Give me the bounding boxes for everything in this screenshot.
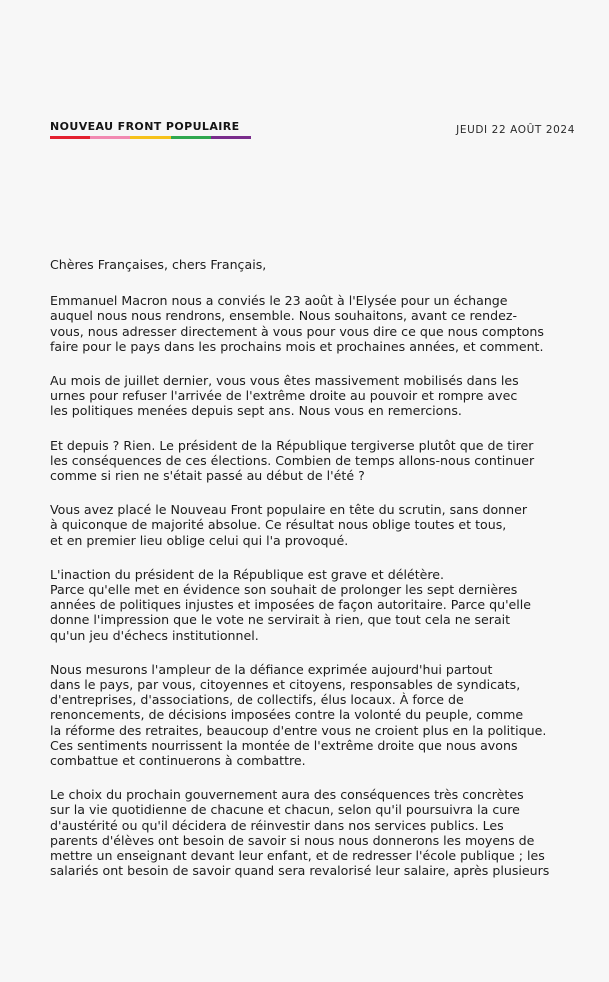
paragraph-line: la réforme des retraites, beaucoup d'entre vous ne croient plus en la politique. [50,722,547,738]
paragraph-1 [50,293,580,354]
paragraph-line: d'austérité ou qu'il décidera de réinvestir dans nos services publics. Les [50,817,504,833]
paragraph-line: Vous avez placé le Nouveau Front populaire en tête du scrutin, sans donner [50,502,528,518]
paragraph-5 [50,567,580,643]
paragraph-line: à quiconque de majorité absolue. Ce résultat nous oblige toutes et tous, [50,517,507,533]
paragraph-6 [50,662,580,768]
paragraph-line: Emmanuel Macron nous a conviés le 23 août à l'Elysée pour un échange [50,293,508,309]
paragraph-line: d'entreprises, d'associations, de collectifs, élus locaux. À force de [50,692,464,708]
letter-header [50,120,575,150]
salutation-line: Chères Françaises, chers Français, [50,257,267,272]
paragraph-line: années de politiques injustes et imposées de façon autoritaire. Parce qu'elle [50,597,532,613]
letter-date: JEUDI 22 AOÛT 2024 [456,124,575,136]
paragraph-line: qu'un jeu d'échecs institutionnel. [50,627,259,643]
paragraph-3 [50,438,580,484]
paragraph-line: comme si rien ne s'était passé au début de l'été ? [50,468,365,484]
paragraph-line: urnes pour refuser l'arrivée de l'extrême droite au pouvoir et rompre avec [50,388,518,404]
paragraph-line: les politiques menées depuis sept ans. Nous vous en remercions. [50,403,462,419]
paragraph-line: et en premier lieu oblige celui qui l'a provoqué. [50,532,349,548]
paragraph-line: Le choix du prochain gouvernement aura des conséquences très concrètes [50,787,524,803]
letter-body [50,257,580,898]
paragraph-line: vous, nous adresser directement à vous pour vous dire ce que nous comptons [50,323,544,339]
paragraph-line: salariés ont besoin de savoir quand sera revalorisé leur salaire, après plusieurs [50,863,550,879]
brand-name: NOUVEAU FRONT POPULAIRE [50,120,240,133]
paragraph-line: faire pour le pays dans les prochains mois et prochaines années, et comment. [50,338,544,354]
paragraph-line: mettre un enseignant devant leur enfant, et de redresser l'école publique ; les [50,848,545,864]
paragraph-line: Parce qu'elle met en évidence son souhait de prolonger les sept dernières [50,582,518,598]
paragraph-line: L'inaction du président de la République est grave et délétère. [50,566,445,582]
paragraph-line: combattue et continuerons à combattre. [50,753,306,769]
brand-bar-green [171,136,211,139]
paragraph-line: Ces sentiments nourrissent la montée de l'extrême droite que nous avons [50,737,518,753]
brand-bar-red [50,136,90,139]
paragraph-line: auquel nous nous rendrons, ensemble. Nous souhaitons, avant ce rendez- [50,308,518,324]
paragraph-line: Au mois de juillet dernier, vous vous êtes massivement mobilisés dans les [50,373,519,389]
paragraph-line: Nous mesurons l'ampleur de la défiance exprimée aujourd'hui partout [50,661,493,677]
paragraph-line: sur la vie quotidienne de chacune et chacun, selon qu'il poursuivra la cure [50,802,520,818]
brand-bar-yellow [130,136,170,139]
paragraph-line: parents d'élèves ont besoin de savoir si nous nous donnerons les moyens de [50,832,535,848]
paragraph-line: Et depuis ? Rien. Le président de la République tergiverse plutôt que de tirer [50,437,534,453]
paragraph-line: renoncements, de décisions imposées contre la volonté du peuple, comme [50,707,524,723]
brand-bar-purple [211,136,251,139]
paragraph-line: les conséquences de ces élections. Combien de temps allons-nous continuer [50,452,535,468]
brand-bar-pink [90,136,130,139]
paragraph-2 [50,373,580,419]
paragraph-4 [50,502,580,548]
paragraph-7 [50,787,580,878]
paragraph-line: dans le pays, par vous, citoyennes et citoyens, responsables de syndicats, [50,677,521,693]
salutation [50,257,580,272]
paragraph-line: donne l'impression que le vote ne servirait à rien, que tout cela ne serait [50,612,511,628]
brand-color-bar [50,136,251,139]
